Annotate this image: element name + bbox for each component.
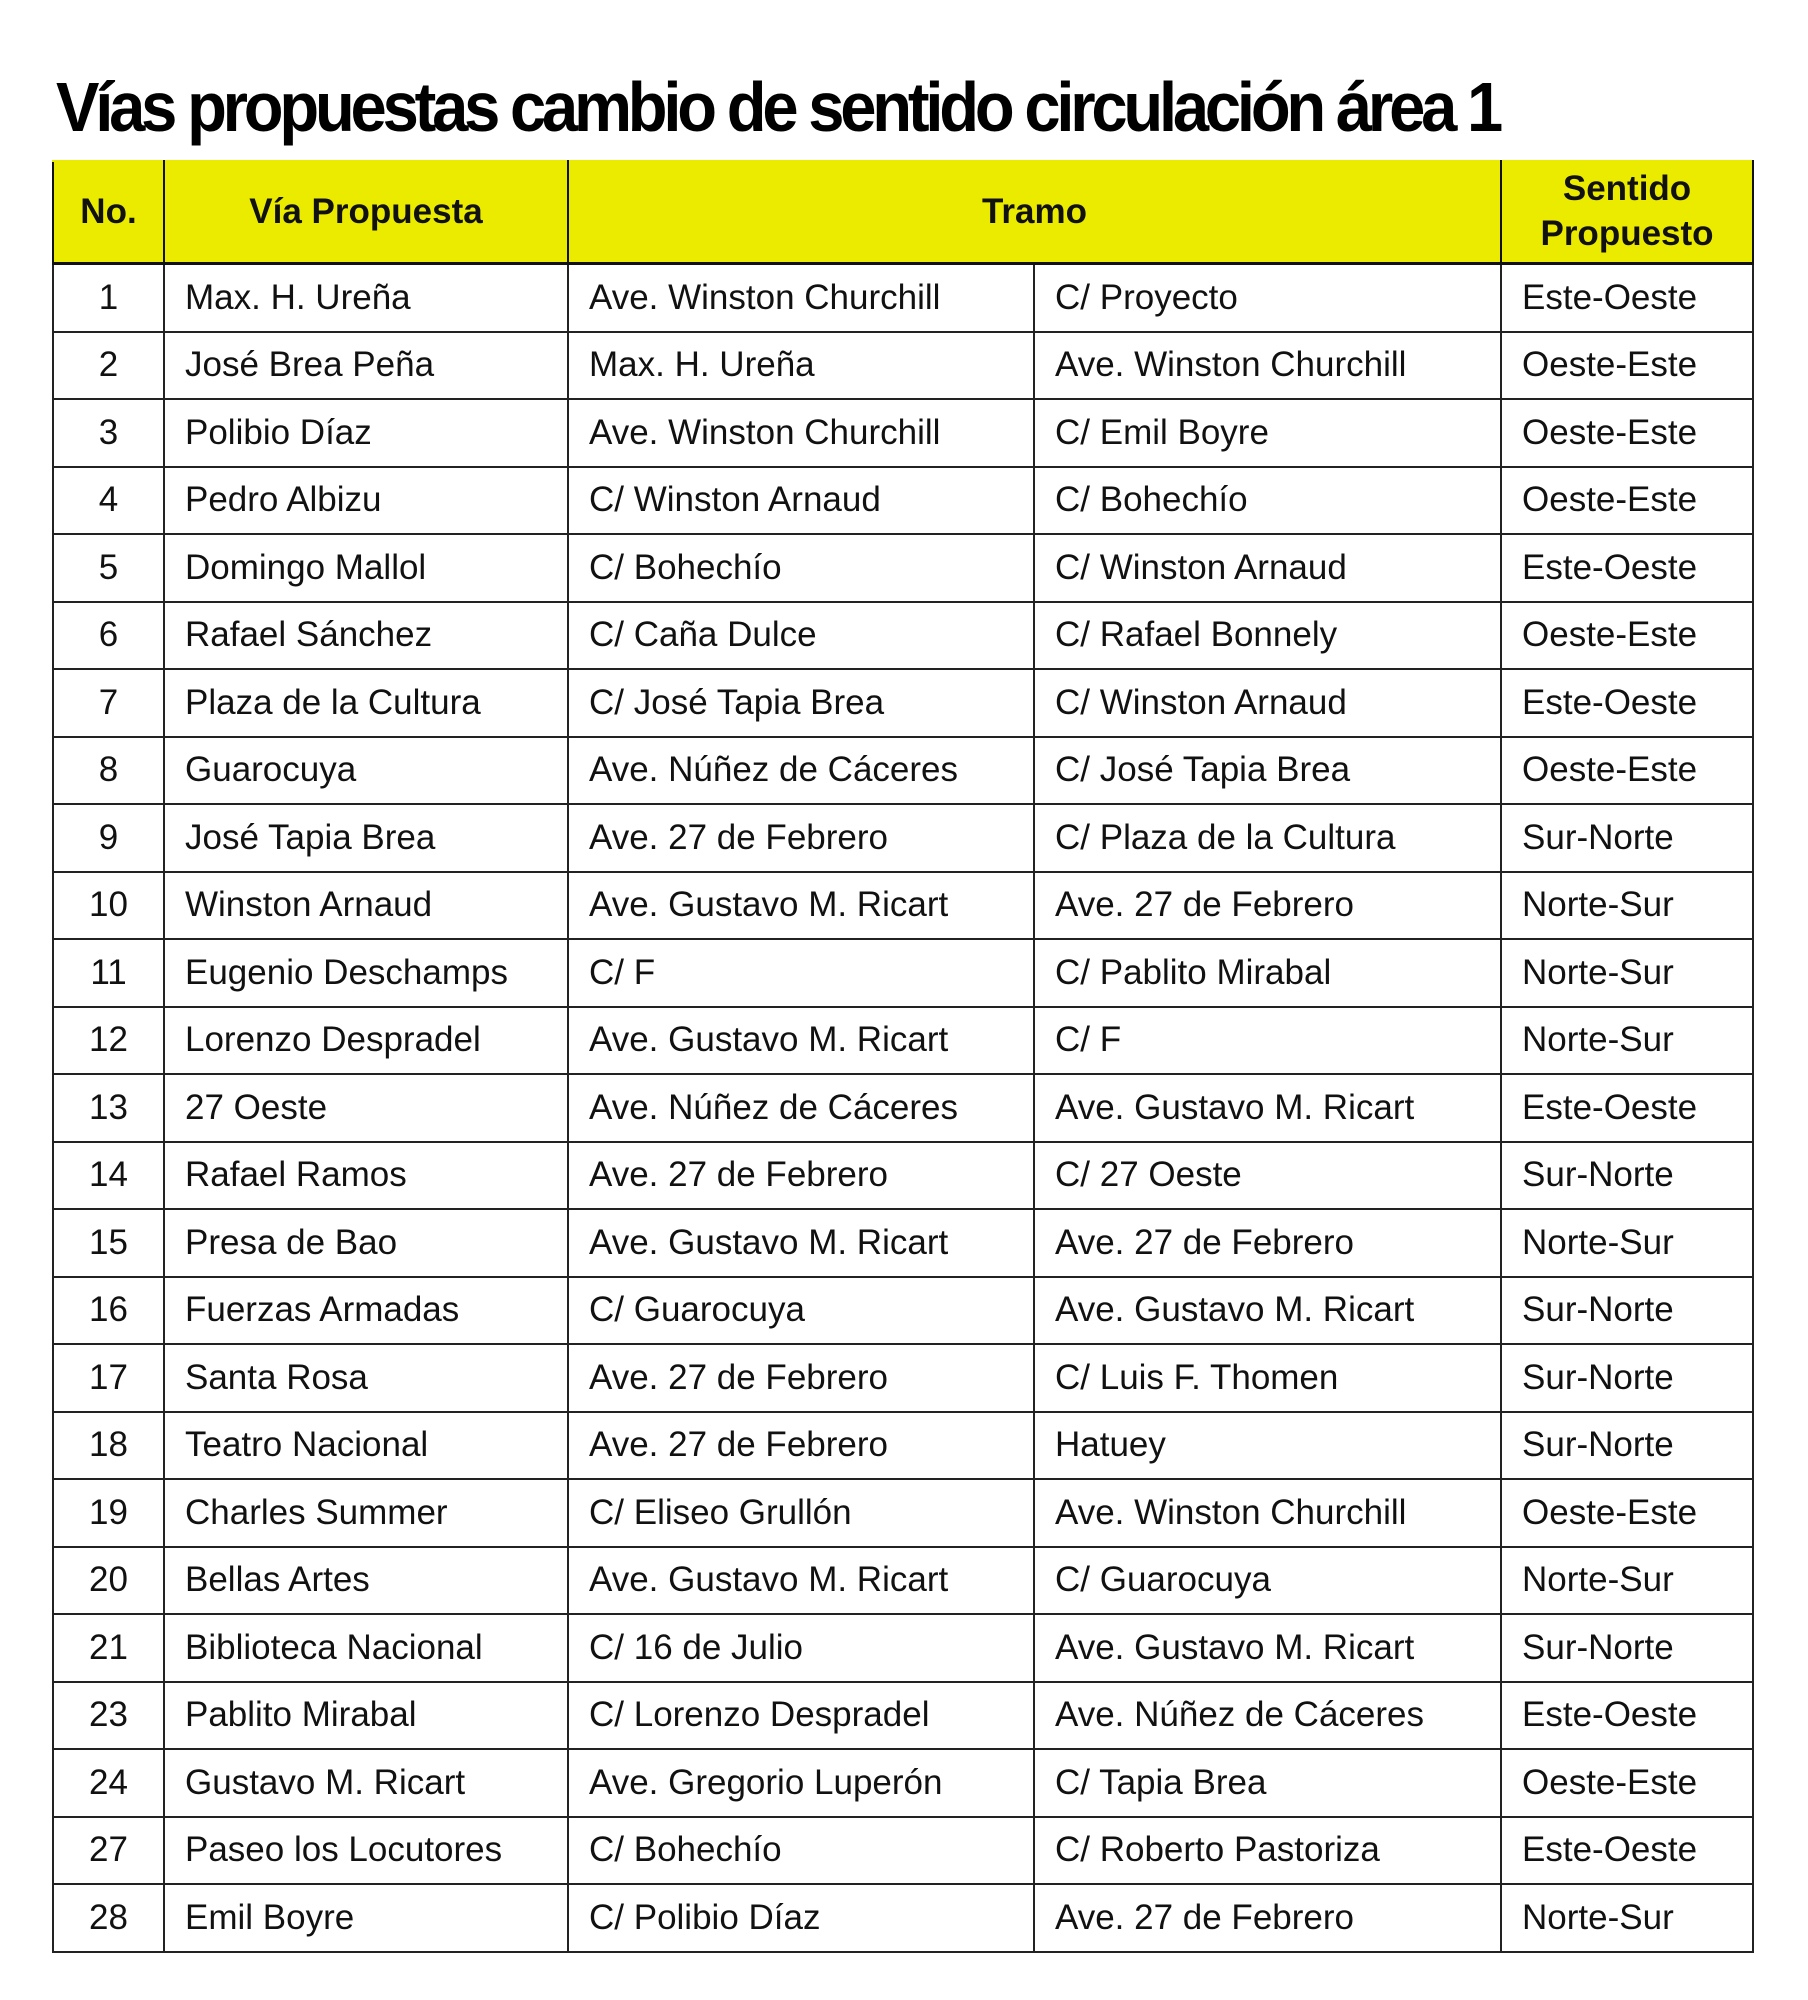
cell-tramo-desde: C/ Eliseo Grullón: [568, 1479, 1034, 1547]
table-row: [53, 1817, 1753, 1885]
table-row: [53, 737, 1753, 805]
cell-no: 10: [53, 872, 164, 940]
table-row: [53, 332, 1753, 400]
cell-tramo-desde: C/ Caña Dulce: [568, 602, 1034, 670]
cell-sentido: Oeste-Este: [1501, 332, 1753, 400]
cell-sentido: Oeste-Este: [1501, 602, 1753, 670]
table-row: [53, 264, 1753, 332]
cell-tramo-hasta: C/ José Tapia Brea: [1034, 737, 1501, 805]
cell-no: 9: [53, 804, 164, 872]
cell-tramo-hasta: C/ Luis F. Thomen: [1034, 1344, 1501, 1412]
cell-via: Polibio Díaz: [164, 399, 568, 467]
cell-sentido: Oeste-Este: [1501, 737, 1753, 805]
cell-tramo-hasta: C/ Guarocuya: [1034, 1547, 1501, 1615]
cell-tramo-hasta: C/ 27 Oeste: [1034, 1142, 1501, 1210]
cell-sentido: Este-Oeste: [1501, 669, 1753, 737]
cell-via: Pablito Mirabal: [164, 1682, 568, 1750]
header-tramo: Tramo: [568, 161, 1501, 264]
cell-tramo-desde: C/ Bohechío: [568, 534, 1034, 602]
cell-via: Charles Summer: [164, 1479, 568, 1547]
header-sentido: [1501, 161, 1753, 264]
cell-no: 20: [53, 1547, 164, 1615]
cell-tramo-desde: Ave. 27 de Febrero: [568, 1412, 1034, 1480]
cell-sentido: Este-Oeste: [1501, 534, 1753, 602]
cell-tramo-desde: C/ Guarocuya: [568, 1277, 1034, 1345]
cell-via: Eugenio Deschamps: [164, 939, 568, 1007]
header-no: No.: [53, 161, 164, 264]
table-row: [53, 1074, 1753, 1142]
cell-no: 1: [53, 264, 164, 332]
cell-sentido: Sur-Norte: [1501, 1344, 1753, 1412]
cell-via: 27 Oeste: [164, 1074, 568, 1142]
cell-tramo-desde: Ave. Gustavo M. Ricart: [568, 872, 1034, 940]
cell-tramo-desde: Ave. Winston Churchill: [568, 399, 1034, 467]
cell-tramo-hasta: Ave. Winston Churchill: [1034, 1479, 1501, 1547]
cell-tramo-desde: Ave. Núñez de Cáceres: [568, 1074, 1034, 1142]
cell-no: 19: [53, 1479, 164, 1547]
cell-sentido: Este-Oeste: [1501, 264, 1753, 332]
table-row: [53, 1277, 1753, 1345]
cell-no: 11: [53, 939, 164, 1007]
cell-via: Pedro Albizu: [164, 467, 568, 535]
cell-tramo-hasta: C/ Plaza de la Cultura: [1034, 804, 1501, 872]
cell-via: Guarocuya: [164, 737, 568, 805]
cell-no: 21: [53, 1614, 164, 1682]
table-row: [53, 1479, 1753, 1547]
table-row: [53, 1547, 1753, 1615]
table-row: [53, 602, 1753, 670]
cell-sentido: Norte-Sur: [1501, 939, 1753, 1007]
cell-tramo-hasta: C/ Proyecto: [1034, 264, 1501, 332]
cell-tramo-desde: C/ Polibio Díaz: [568, 1884, 1034, 1952]
cell-no: 6: [53, 602, 164, 670]
cell-no: 27: [53, 1817, 164, 1885]
cell-tramo-desde: Ave. Gustavo M. Ricart: [568, 1007, 1034, 1075]
cell-tramo-desde: C/ Bohechío: [568, 1817, 1034, 1885]
cell-tramo-hasta: Ave. Gustavo M. Ricart: [1034, 1277, 1501, 1345]
cell-no: 17: [53, 1344, 164, 1412]
cell-no: 15: [53, 1209, 164, 1277]
cell-sentido: Norte-Sur: [1501, 1547, 1753, 1615]
cell-tramo-hasta: Ave. Gustavo M. Ricart: [1034, 1614, 1501, 1682]
header-sentido-line1: Sentido: [1562, 169, 1692, 209]
cell-no: 3: [53, 399, 164, 467]
table-row: [53, 804, 1753, 872]
cell-tramo-desde: C/ F: [568, 939, 1034, 1007]
cell-sentido: Sur-Norte: [1501, 1614, 1753, 1682]
cell-via: Fuerzas Armadas: [164, 1277, 568, 1345]
cell-tramo-hasta: Ave. Winston Churchill: [1034, 332, 1501, 400]
cell-sentido: Oeste-Este: [1501, 399, 1753, 467]
cell-tramo-desde: C/ 16 de Julio: [568, 1614, 1034, 1682]
table-row: [53, 399, 1753, 467]
cell-tramo-hasta: C/ Bohechío: [1034, 467, 1501, 535]
table-row: [53, 1007, 1753, 1075]
cell-sentido: Sur-Norte: [1501, 1277, 1753, 1345]
cell-via: Lorenzo Despradel: [164, 1007, 568, 1075]
table-row: [53, 1412, 1753, 1480]
cell-no: 12: [53, 1007, 164, 1075]
page-title: Vías propuestas cambio de sentido circulación área 1: [56, 68, 1500, 146]
cell-sentido: Sur-Norte: [1501, 1142, 1753, 1210]
table-header-row: [53, 161, 1753, 264]
cell-sentido: Norte-Sur: [1501, 1209, 1753, 1277]
cell-no: 18: [53, 1412, 164, 1480]
table-row: [53, 1209, 1753, 1277]
cell-tramo-hasta: Hatuey: [1034, 1412, 1501, 1480]
header-via: Vía Propuesta: [164, 161, 568, 264]
cell-via: Paseo los Locutores: [164, 1817, 568, 1885]
table-row: [53, 1884, 1753, 1952]
cell-sentido: Norte-Sur: [1501, 872, 1753, 940]
cell-no: 2: [53, 332, 164, 400]
cell-tramo-desde: Ave. 27 de Febrero: [568, 804, 1034, 872]
cell-via: Gustavo M. Ricart: [164, 1749, 568, 1817]
cell-no: 14: [53, 1142, 164, 1210]
table-row: [53, 939, 1753, 1007]
table-row: [53, 1344, 1753, 1412]
cell-sentido: Este-Oeste: [1501, 1817, 1753, 1885]
cell-tramo-desde: Ave. Winston Churchill: [568, 264, 1034, 332]
cell-tramo-hasta: C/ Roberto Pastoriza: [1034, 1817, 1501, 1885]
header-sentido-line2: Propuesto: [1540, 214, 1714, 253]
cell-sentido: Oeste-Este: [1501, 467, 1753, 535]
cell-tramo-desde: Ave. Gustavo M. Ricart: [568, 1547, 1034, 1615]
cell-via: Domingo Mallol: [164, 534, 568, 602]
cell-via: Max. H. Ureña: [164, 264, 568, 332]
cell-tramo-hasta: Ave. Núñez de Cáceres: [1034, 1682, 1501, 1750]
cell-sentido: Este-Oeste: [1501, 1074, 1753, 1142]
table-row: [53, 1749, 1753, 1817]
cell-via: José Brea Peña: [164, 332, 568, 400]
cell-tramo-desde: C/ Winston Arnaud: [568, 467, 1034, 535]
cell-via: Biblioteca Nacional: [164, 1614, 568, 1682]
cell-tramo-hasta: C/ Tapia Brea: [1034, 1749, 1501, 1817]
cell-via: Rafael Ramos: [164, 1142, 568, 1210]
cell-tramo-hasta: Ave. 27 de Febrero: [1034, 872, 1501, 940]
cell-via: Santa Rosa: [164, 1344, 568, 1412]
cell-tramo-hasta: C/ F: [1034, 1007, 1501, 1075]
cell-tramo-hasta: Ave. 27 de Febrero: [1034, 1884, 1501, 1952]
table-row: [53, 467, 1753, 535]
cell-via: Winston Arnaud: [164, 872, 568, 940]
cell-no: 4: [53, 467, 164, 535]
table-row: [53, 872, 1753, 940]
cell-tramo-hasta: C/ Pablito Mirabal: [1034, 939, 1501, 1007]
table-row: [53, 534, 1753, 602]
proposed-routes-table: [52, 160, 1754, 1953]
cell-no: 16: [53, 1277, 164, 1345]
cell-no: 7: [53, 669, 164, 737]
cell-sentido: Oeste-Este: [1501, 1749, 1753, 1817]
cell-no: 24: [53, 1749, 164, 1817]
cell-tramo-desde: C/ José Tapia Brea: [568, 669, 1034, 737]
cell-no: 23: [53, 1682, 164, 1750]
cell-sentido: Sur-Norte: [1501, 1412, 1753, 1480]
cell-tramo-hasta: C/ Winston Arnaud: [1034, 669, 1501, 737]
cell-tramo-desde: Ave. 27 de Febrero: [568, 1142, 1034, 1210]
cell-no: 5: [53, 534, 164, 602]
cell-sentido: Oeste-Este: [1501, 1479, 1753, 1547]
cell-tramo-hasta: C/ Rafael Bonnely: [1034, 602, 1501, 670]
cell-sentido: Norte-Sur: [1501, 1884, 1753, 1952]
cell-sentido: Este-Oeste: [1501, 1682, 1753, 1750]
table-body: [53, 264, 1753, 1952]
cell-via: Teatro Nacional: [164, 1412, 568, 1480]
cell-via: Bellas Artes: [164, 1547, 568, 1615]
cell-via: Emil Boyre: [164, 1884, 568, 1952]
cell-via: Presa de Bao: [164, 1209, 568, 1277]
cell-via: José Tapia Brea: [164, 804, 568, 872]
cell-no: 28: [53, 1884, 164, 1952]
cell-tramo-desde: Max. H. Ureña: [568, 332, 1034, 400]
table-row: [53, 1614, 1753, 1682]
cell-tramo-desde: Ave. 27 de Febrero: [568, 1344, 1034, 1412]
cell-tramo-hasta: Ave. Gustavo M. Ricart: [1034, 1074, 1501, 1142]
cell-tramo-hasta: C/ Emil Boyre: [1034, 399, 1501, 467]
table-row: [53, 669, 1753, 737]
table-row: [53, 1682, 1753, 1750]
cell-tramo-hasta: Ave. 27 de Febrero: [1034, 1209, 1501, 1277]
cell-no: 8: [53, 737, 164, 805]
cell-tramo-hasta: C/ Winston Arnaud: [1034, 534, 1501, 602]
cell-tramo-desde: Ave. Núñez de Cáceres: [568, 737, 1034, 805]
cell-sentido: Norte-Sur: [1501, 1007, 1753, 1075]
cell-tramo-desde: C/ Lorenzo Despradel: [568, 1682, 1034, 1750]
cell-tramo-desde: Ave. Gregorio Luperón: [568, 1749, 1034, 1817]
cell-via: Rafael Sánchez: [164, 602, 568, 670]
cell-via: Plaza de la Cultura: [164, 669, 568, 737]
table-row: [53, 1142, 1753, 1210]
cell-tramo-desde: Ave. Gustavo M. Ricart: [568, 1209, 1034, 1277]
cell-no: 13: [53, 1074, 164, 1142]
cell-sentido: Sur-Norte: [1501, 804, 1753, 872]
